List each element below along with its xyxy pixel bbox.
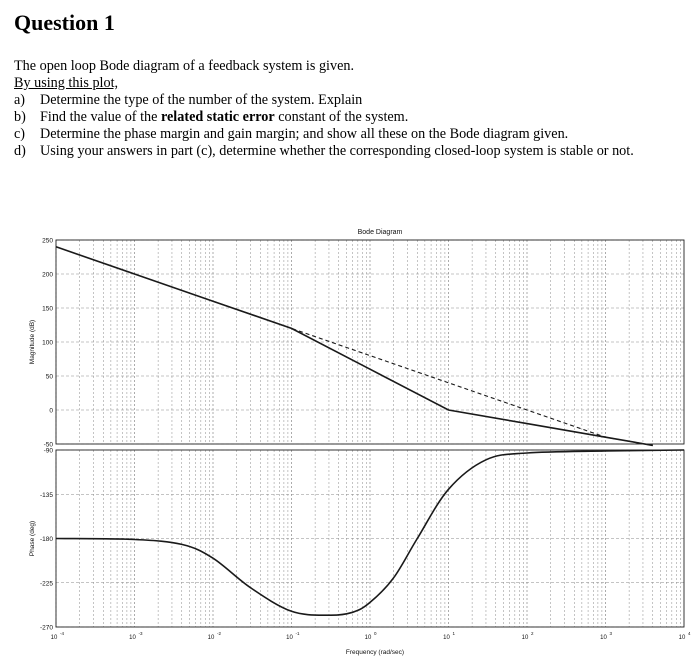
magnitude-line [56, 247, 653, 446]
frequency-xtick-label: 10 [600, 635, 607, 641]
frequency-xtick-exponent: 1 [452, 631, 456, 636]
frequency-xtick-exponent: 3 [609, 631, 613, 636]
item-label: b) [14, 109, 26, 125]
item-label: d) [14, 143, 26, 159]
question-item-b [14, 109, 684, 126]
item-label: c) [14, 126, 26, 142]
item-text-before: Find the value of the [40, 109, 161, 125]
item-text: Using your answers in part (c), determine whether the corresponding closed-loop system is stable or not. [40, 143, 634, 159]
question-title: Question 1 [14, 10, 115, 35]
magnitude-ytick-label: -50 [43, 441, 53, 449]
frequency-xtick-exponent: -1 [295, 631, 300, 636]
magnitude-ytick-label: 250 [42, 237, 53, 245]
frequency-xtick-exponent: 2 [531, 631, 534, 636]
phase-ytick-label: -225 [39, 580, 53, 588]
frequency-xlabel: Frequency (rad/sec) [345, 649, 405, 656]
magnitude-ylabel: Magnitude (dB) [29, 319, 36, 365]
frequency-xtick-exponent: -2 [217, 631, 222, 636]
frequency-xtick-exponent: -4 [60, 631, 65, 636]
frequency-xtick-label: 10 [521, 635, 529, 641]
chart-title: Bode Diagram [357, 229, 403, 236]
magnitude-ytick-label: 0 [49, 407, 53, 415]
question-by-using: By using this plot, [14, 75, 119, 91]
item-text-bold: related static error [160, 109, 275, 125]
question-body [14, 58, 684, 160]
frequency-xtick-label: 10 [207, 635, 215, 641]
frequency-xtick-label: 10 [443, 635, 450, 641]
frequency-xtick-exponent: 4 [688, 631, 691, 636]
magnitude-ytick-label: 200 [42, 271, 53, 279]
frequency-xtick-exponent: -3 [138, 631, 143, 636]
frequency-xtick-label: 10 [364, 635, 372, 641]
question-intro: The open loop Bode diagram of a feedback system is given. [14, 58, 355, 74]
asymptote-line [213, 301, 653, 445]
phase-ytick-label: -135 [39, 491, 53, 499]
item-text: Determine the phase margin and gain margin; and show all these on the Bode diagram given. [40, 126, 569, 142]
item-text-after: constant of the system. [274, 109, 409, 125]
item-text: Determine the type of the number of the system. Explain [40, 92, 363, 108]
question-item-a [14, 92, 684, 109]
phase-ylabel: Phase (deg) [29, 520, 36, 557]
magnitude-ytick-label: 150 [42, 305, 53, 313]
magnitude-ytick-label: 100 [42, 339, 53, 347]
bode-svg [0, 222, 700, 667]
question-item-c [14, 126, 684, 143]
frequency-xtick-label: 10 [129, 635, 136, 641]
question-item-d [14, 143, 684, 160]
bode-diagram [0, 222, 700, 667]
phase-ytick-label: -90 [43, 447, 53, 455]
frequency-xtick-label: 10 [678, 635, 686, 641]
frequency-xtick-label: 10 [286, 635, 293, 641]
item-label: a) [14, 92, 26, 108]
phase-ytick-label: -180 [39, 536, 53, 543]
magnitude-ytick-label: 50 [45, 373, 53, 381]
frequency-xtick-exponent: 0 [374, 631, 377, 636]
frequency-xtick-label: 10 [50, 635, 58, 641]
phase-ytick-label: -270 [39, 624, 53, 632]
item-text [40, 109, 684, 126]
